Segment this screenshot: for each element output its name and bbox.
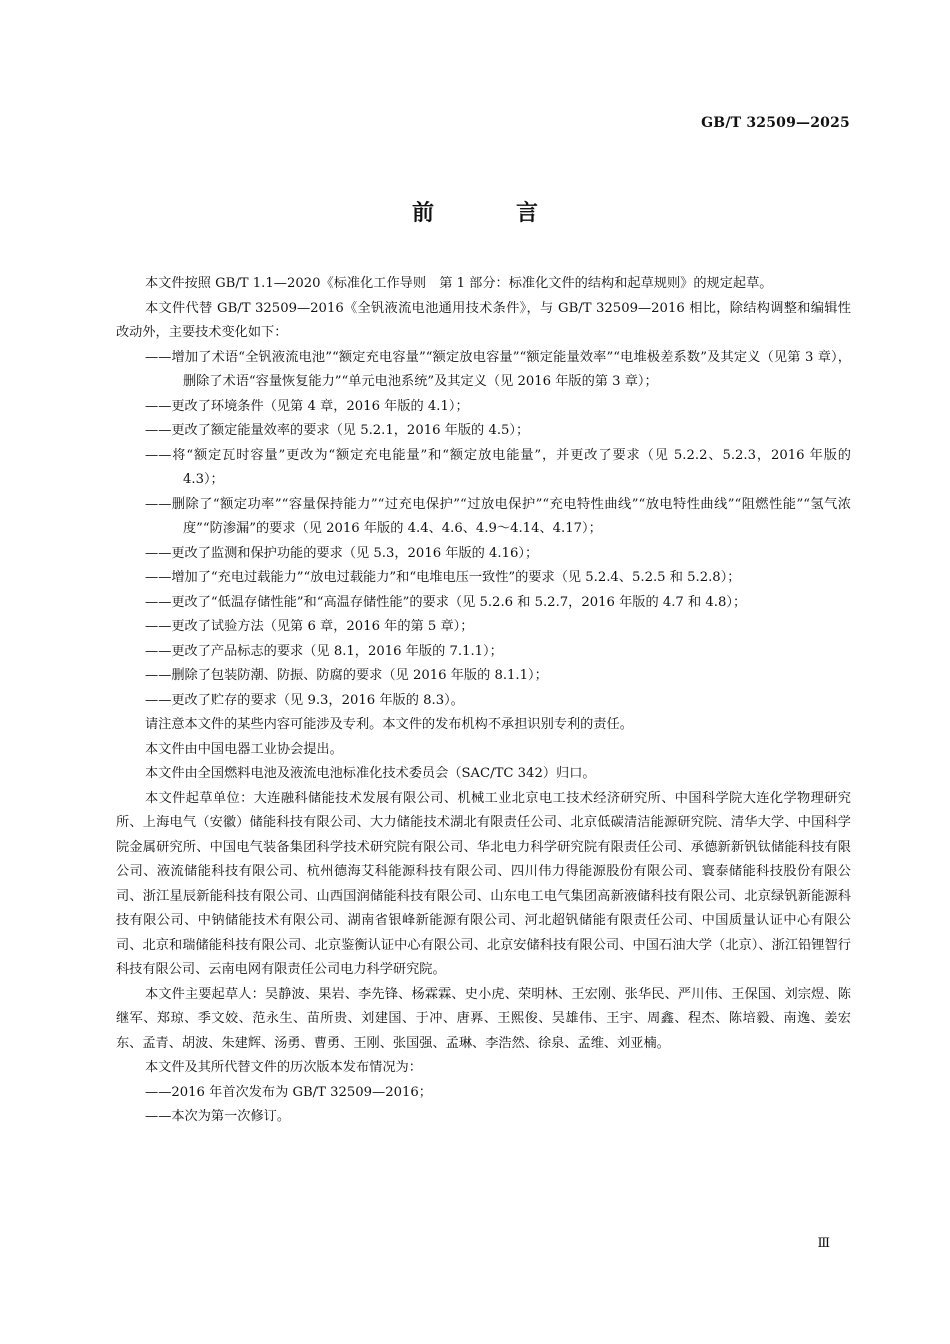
change-item: ——删除了“额定功率”“容量保持能力”“过充电保护”“过放电保护”“充电特性曲线”“放电特性曲线”“阻燃性能”“氢气浓度”“防渗漏”的要求（见 2016 年版的 4.4、4.6、4.9～4.14、4.17）； — [145, 496, 851, 536]
standard-number: GB/T 32509—2025 — [701, 115, 850, 131]
change-item: ——更改了贮存的要求（见 9.3，2016 年版的 8.3）。 — [145, 692, 464, 708]
change-item: ——更改了环境条件（见第 4 章，2016 年版的 4.1）； — [145, 398, 469, 414]
change-item: ——更改了监测和保护功能的要求（见 5.3，2016 年版的 4.16）； — [145, 545, 539, 561]
page-title: 前 言 — [411, 200, 568, 226]
change-item: ——更改了产品标志的要求（见 8.1，2016 年版的 7.1.1）； — [145, 643, 503, 659]
paragraph-patent-notice: 请注意本文件的某些内容可能涉及专利。本文件的发布机构不承担识别专利的责任。 — [145, 717, 633, 732]
page-number: Ⅲ — [817, 1236, 830, 1251]
paragraph-drafting-rules: 本文件按照 GB/T 1.1—2020《标准化工作导则 第 1 部分：标准化文件的结构和起草规则》的规定起草。 — [145, 276, 773, 291]
change-item: ——将“额定瓦时容量”更改为“额定充电能量”和“额定放电能量”，并更改了要求（见 5.2.2、5.2.3，2016 年版的 4.3）； — [145, 447, 851, 487]
change-item: ——更改了额定能量效率的要求（见 5.2.1，2016 年版的 4.5）； — [145, 423, 530, 438]
paragraph-replaces: 本文件代替 GB/T 32509—2016《全钒液流电池通用技术条件》，与 GB/T 32509—2016 相比，除结构调整和编辑性改动外，主要技术变化如下： — [116, 300, 851, 340]
change-item: ——删除了包装防潮、防振、防腐的要求（见 2016 年版的 8.1.1）； — [145, 668, 548, 683]
paragraph-committee: 本文件由全国燃料电池及液流电池标准化技术委员会（SAC/TC 342）归口。 — [145, 766, 596, 781]
change-item: ——增加了术语“全钒液流电池”“额定充电容量”“额定放电容量”“额定能量效率”“电堆极差系数”及其定义（见第 3 章），删除了术语“容量恢复能力”“单元电池系统”及其定义（见 2016 年版的第 3 章）； — [145, 349, 851, 389]
paragraph-proposer: 本文件由中国电器工业协会提出。 — [145, 741, 343, 757]
paragraph-drafters: 本文件主要起草人：吴静波、果岩、李先锋、杨霖霖、史小虎、荣明林、王宏刚、张华民、严川伟、王保国、刘宗煜、陈继军、郑琼、季文姣、范永生、苗所贵、刘建国、于冲、唐奡、王熙俊、吴雄伟、王宇、周鑫、程杰、陈培毅、南逸、姜宏东、孟青、胡波、朱建辉、汤勇、曹勇、王刚、张国强、孟琳、李浩然、徐泉、孟维、刘亚楠。 — [116, 986, 851, 1051]
history-item: ——2016 年首次发布为 GB/T 32509—2016； — [145, 1084, 432, 1100]
change-item: ——更改了试验方法（见第 6 章，2016 年的第 5 章）； — [145, 619, 474, 634]
history-item: ——本次为第一次修订。 — [145, 1109, 291, 1124]
paragraph-history-intro: 本文件及其所代替文件的历次版本发布情况为： — [145, 1060, 422, 1075]
foreword-body — [116, 272, 851, 1130]
change-item: ——增加了“充电过载能力”“放电过载能力”和“电堆电压一致性”的要求（见 5.2.4、5.2.5 和 5.2.8）； — [145, 570, 741, 585]
change-item: ——更改了“低温存储性能”和“高温存储性能”的要求（见 5.2.6 和 5.2.7，2016 年版的 4.7 和 4.8）； — [145, 594, 747, 610]
paragraph-drafting-units: 本文件起草单位：大连融科储能技术发展有限公司、机械工业北京电工技术经济研究所、中国科学院大连化学物理研究所、上海电气（安徽）储能科技有限公司、大力储能技术湖北有限责任公司、北京低碳清洁能源研究院、清华大学、中国科学院金属研究所、中国电气装备集团科学技术研究院有限公司、华北电力科学研究院有限责任公司、承德新新钒钛储能科技有限公司、液流储能科技有限公司、杭州德海艾科能源科技有限公司、四川伟力得能源股份有限公司、寰泰储能科技股份有限公司、浙江星辰新能科技有限公司、山西国润储能科技有限公司、山东电工电气集团高新液储科技有限公司、北京绿钒新能源科技有限公司、中钠储能技术有限公司、湖南省银峰新能源有限公司、河北超钒储能有限责任公司、中国质量认证中心有限公司、北京和瑞储能科技有限公司、北京鉴衡认证中心有限公司、北京安储科技有限公司、中国石油大学（北京）、浙江铅锂智行科技有限公司、云南电网有限责任公司电力科学研究院。 — [116, 790, 851, 977]
